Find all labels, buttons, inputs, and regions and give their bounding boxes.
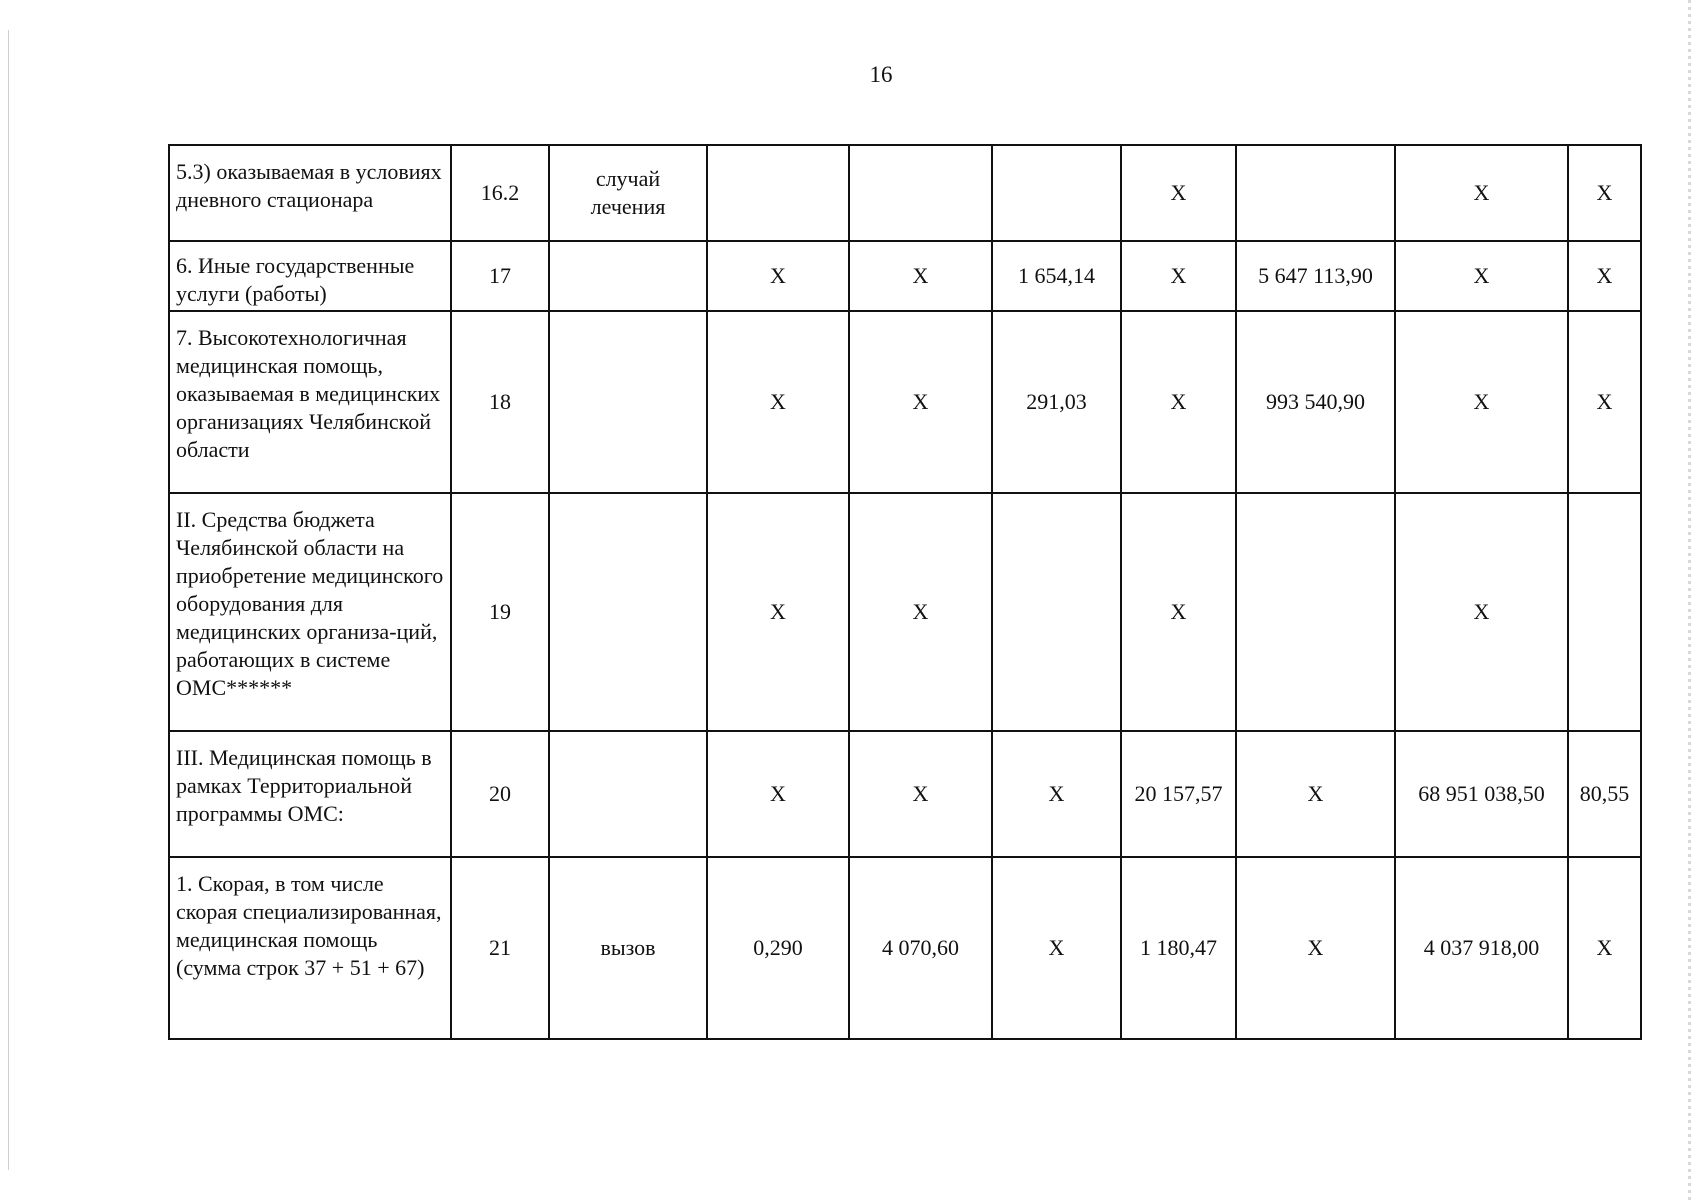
- value-cell: Х: [1395, 145, 1568, 241]
- value-cell: [992, 145, 1121, 241]
- value-cell: Х: [849, 493, 992, 731]
- value-cell: Х: [1568, 145, 1641, 241]
- table-row: [169, 857, 1641, 1039]
- table-row: [169, 241, 1641, 311]
- value-cell: 1 180,47: [1121, 857, 1236, 1039]
- table-row: [169, 493, 1641, 731]
- row-name-cell: 1. Скорая, в том числе скорая специализированная, медицинская помощь (сумма строк 37 + 51 + 67): [169, 857, 451, 1039]
- value-cell: 20 157,57: [1121, 731, 1236, 857]
- data-table: [168, 144, 1642, 1040]
- value-cell: Х: [1236, 857, 1395, 1039]
- value-cell: Х: [849, 241, 992, 311]
- value-cell: Х: [849, 731, 992, 857]
- value-cell: Х: [707, 241, 849, 311]
- unit-cell: случай лечения: [549, 145, 707, 241]
- row-number-cell: 18: [451, 311, 549, 493]
- value-cell: Х: [1568, 241, 1641, 311]
- value-cell: Х: [1236, 731, 1395, 857]
- unit-cell: [549, 311, 707, 493]
- value-cell: Х: [1121, 493, 1236, 731]
- value-cell: Х: [1121, 311, 1236, 493]
- value-cell: Х: [1395, 241, 1568, 311]
- row-name-cell: II. Средства бюджета Челябинской области на приобретение медицинского оборудования для медицинских организа-ций, работающих в системе ОМС******: [169, 493, 451, 731]
- value-cell: [1568, 493, 1641, 731]
- value-cell: Х: [992, 731, 1121, 857]
- value-cell: Х: [1568, 311, 1641, 493]
- value-cell: 80,55: [1568, 731, 1641, 857]
- table-row: [169, 731, 1641, 857]
- value-cell: Х: [707, 493, 849, 731]
- value-cell: 5 647 113,90: [1236, 241, 1395, 311]
- row-name-cell: 7. Высокотехнологичная медицинская помощь, оказываемая в медицинских организациях Челябинской области: [169, 311, 451, 493]
- row-number-cell: 17: [451, 241, 549, 311]
- value-cell: 1 654,14: [992, 241, 1121, 311]
- unit-cell: [549, 241, 707, 311]
- value-cell: 4 070,60: [849, 857, 992, 1039]
- row-name-cell: 6. Иные государственные услуги (работы): [169, 241, 451, 311]
- value-cell: Х: [1395, 493, 1568, 731]
- table-row: [169, 145, 1641, 241]
- value-cell: 291,03: [992, 311, 1121, 493]
- value-cell: [707, 145, 849, 241]
- row-number-cell: 20: [451, 731, 549, 857]
- value-cell: Х: [1568, 857, 1641, 1039]
- row-name-cell: III. Медицинская помощь в рамках Территориальной программы ОМС:: [169, 731, 451, 857]
- row-name-cell: 5.3) оказываемая в условиях дневного стационара: [169, 145, 451, 241]
- unit-cell: вызов: [549, 857, 707, 1039]
- value-cell: Х: [1121, 241, 1236, 311]
- value-cell: Х: [849, 311, 992, 493]
- unit-cell: [549, 493, 707, 731]
- page-number: 16: [869, 62, 893, 87]
- row-number-cell: 16.2: [451, 145, 549, 241]
- value-cell: 993 540,90: [1236, 311, 1395, 493]
- unit-cell: [549, 731, 707, 857]
- value-cell: Х: [1395, 311, 1568, 493]
- value-cell: [1236, 493, 1395, 731]
- value-cell: 0,290: [707, 857, 849, 1039]
- value-cell: Х: [707, 311, 849, 493]
- value-cell: Х: [1121, 145, 1236, 241]
- value-cell: [849, 145, 992, 241]
- table-row: [169, 311, 1641, 493]
- scan-edge-right: [1688, 0, 1691, 1200]
- value-cell: 68 951 038,50: [1395, 731, 1568, 857]
- value-cell: Х: [707, 731, 849, 857]
- value-cell: [1236, 145, 1395, 241]
- value-cell: [992, 493, 1121, 731]
- row-number-cell: 21: [451, 857, 549, 1039]
- scan-edge-left: [8, 30, 9, 1170]
- row-number-cell: 19: [451, 493, 549, 731]
- value-cell: Х: [992, 857, 1121, 1039]
- value-cell: 4 037 918,00: [1395, 857, 1568, 1039]
